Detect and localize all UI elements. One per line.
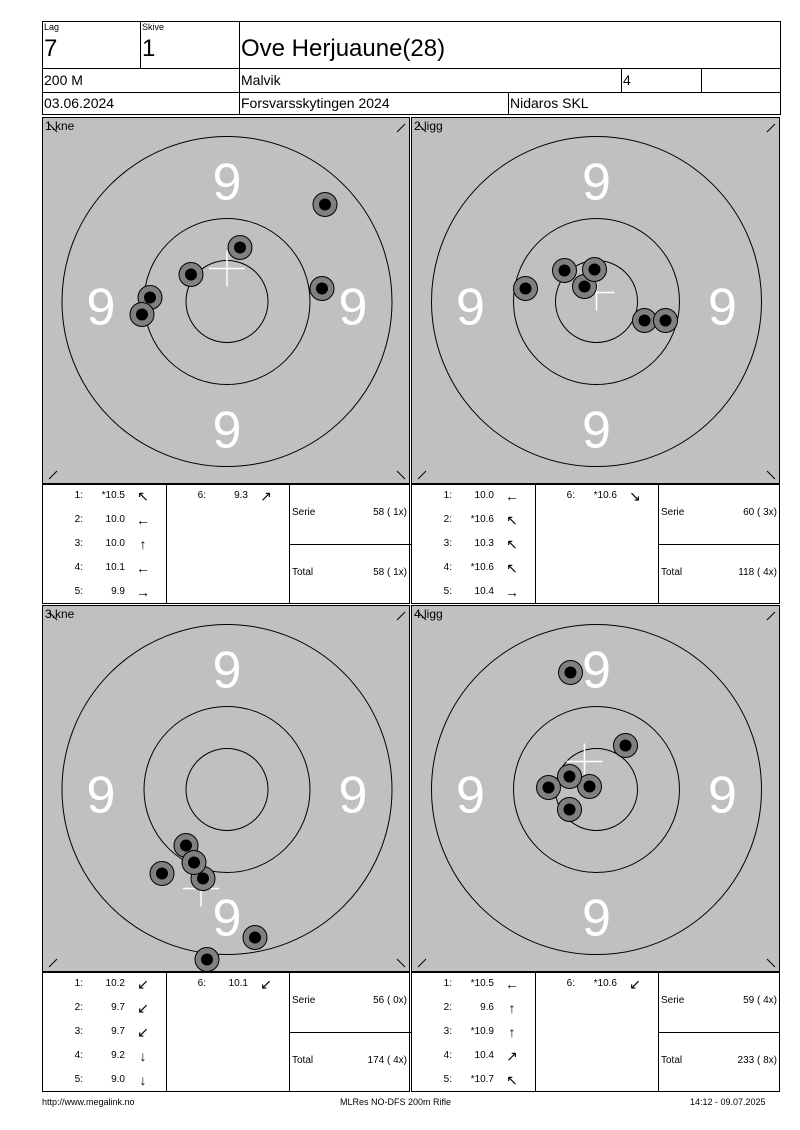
serie-label: Serie — [661, 995, 685, 1006]
shot-value: 9.9 — [111, 586, 125, 597]
shot-number: 1: — [74, 978, 83, 989]
shot-hole — [201, 954, 213, 966]
shot-value: *10.6 — [470, 562, 494, 573]
shot-number: 1: — [74, 490, 83, 501]
ring-number: 9 — [582, 401, 611, 460]
shot-value: 9.7 — [111, 1002, 125, 1013]
ring-number: 9 — [338, 766, 368, 825]
shot-direction-arrow-icon: ↖ — [506, 512, 518, 528]
shot-direction-arrow-icon: ↖ — [137, 488, 149, 504]
ring-number: 9 — [338, 278, 368, 337]
shot-hole — [188, 857, 200, 869]
footer-timestamp: 14:12 - 09.07.2025 — [690, 1097, 766, 1107]
shot-row — [412, 973, 535, 995]
corner-mark — [49, 471, 57, 479]
table-divider — [289, 1032, 411, 1033]
shot-number: 5: — [74, 586, 83, 597]
shot-hole — [559, 265, 571, 277]
shot-number: 2: — [443, 514, 452, 525]
organizer: Nidaros SKL — [510, 95, 589, 111]
shot-direction-arrow-icon: ↙ — [137, 976, 149, 992]
shot-row — [43, 1045, 166, 1067]
table-divider — [658, 544, 780, 545]
ring-number: 9 — [582, 153, 611, 212]
shot-value: 10.2 — [105, 978, 125, 989]
ring-number: 9 — [86, 766, 116, 825]
shot-direction-arrow-icon: ↙ — [629, 976, 641, 992]
shot-number: 6: — [566, 978, 575, 989]
corner-mark — [49, 959, 57, 967]
class: 4 — [623, 72, 631, 88]
shot-row — [412, 997, 535, 1019]
lag-cell — [42, 21, 140, 68]
ring-number: 9 — [212, 153, 242, 212]
shot-number: 4: — [74, 562, 83, 573]
shot-number: 1: — [443, 978, 452, 989]
skive-label: Skive — [142, 22, 165, 32]
ring-number: 9 — [212, 889, 242, 948]
ring-number: 9 — [212, 641, 242, 700]
target-svg — [412, 118, 780, 484]
ring-number: 9 — [212, 401, 242, 460]
total-label: Total — [661, 1055, 683, 1066]
total-label: Total — [292, 567, 314, 578]
shot-hole — [185, 269, 197, 281]
shot-row — [43, 973, 166, 995]
shot-number: 4: — [74, 1050, 83, 1061]
shot-direction-arrow-icon: ↓ — [139, 1072, 147, 1088]
shot-hole — [565, 667, 577, 679]
panel-title: 2.ligg — [414, 119, 443, 133]
total-value: 174 ( 4x) — [367, 1055, 407, 1066]
corner-mark — [397, 124, 405, 132]
shot-row — [412, 509, 535, 531]
shot-value: *10.6 — [593, 978, 617, 989]
shot-direction-arrow-icon: → — [136, 584, 150, 600]
shot-value: 10.0 — [105, 538, 125, 549]
shot-number: 5: — [443, 1074, 452, 1085]
shot-direction-arrow-icon: ↑ — [508, 1000, 516, 1016]
shot-row — [43, 485, 166, 507]
panel-title: 1.kne — [45, 119, 75, 133]
shot-value: 9.3 — [234, 490, 248, 501]
shot-direction-arrow-icon: ↖ — [506, 1072, 518, 1088]
shot-direction-arrow-icon: ↘ — [629, 488, 641, 504]
shot-number: 6: — [197, 490, 206, 501]
shot-direction-arrow-icon: ↓ — [139, 1048, 147, 1064]
corner-mark — [397, 471, 405, 479]
shot-number: 3: — [74, 1026, 83, 1037]
club-cell — [239, 68, 621, 92]
serie-value: 60 ( 3x) — [743, 507, 777, 518]
shot-direction-arrow-icon: ↙ — [260, 976, 272, 992]
score-table — [42, 972, 410, 1092]
footer-url[interactable]: http://www.megalink.no — [42, 1097, 135, 1107]
shot-hole — [584, 781, 596, 793]
serie-label: Serie — [292, 995, 316, 1006]
shot-direction-arrow-icon: ↙ — [137, 1024, 149, 1040]
shot-number: 4: — [443, 562, 452, 573]
serie-value: 58 ( 1x) — [373, 507, 407, 518]
shot-value: *10.9 — [470, 1026, 494, 1037]
shot-number: 1: — [443, 490, 452, 501]
shot-number: 5: — [443, 586, 452, 597]
shot-row — [412, 557, 535, 579]
shot-number: 6: — [566, 490, 575, 501]
shot-row — [43, 1021, 166, 1043]
shot-row — [43, 533, 166, 555]
shot-row — [43, 509, 166, 531]
shot-direction-arrow-icon: ← — [136, 560, 150, 576]
shot-number: 3: — [443, 538, 452, 549]
table-divider — [289, 544, 411, 545]
shot-row — [43, 557, 166, 579]
target-panel — [42, 117, 410, 484]
date: 03.06.2024 — [44, 95, 115, 111]
shot-value: *10.6 — [470, 514, 494, 525]
footer-software: MLRes NO-DFS 200m Rifle — [340, 1097, 452, 1107]
shot-direction-arrow-icon: ↙ — [137, 1000, 149, 1016]
shot-row — [43, 581, 166, 603]
corner-mark — [767, 471, 775, 479]
shot-number: 2: — [74, 1002, 83, 1013]
shot-hole — [620, 740, 632, 752]
shot-value: 9.0 — [111, 1074, 125, 1085]
organizer-cell — [508, 92, 781, 115]
lag-value: 7 — [44, 35, 58, 62]
shot-row — [166, 973, 289, 995]
ring-number: 9 — [582, 641, 611, 700]
ring-number: 9 — [582, 889, 611, 948]
ring-number: 9 — [708, 278, 737, 337]
shot-row — [412, 533, 535, 555]
target-ring — [186, 749, 268, 831]
shot-number: 6: — [197, 978, 206, 989]
target-svg — [43, 118, 410, 484]
shot-row — [166, 485, 289, 507]
shot-value: 10.1 — [105, 562, 125, 573]
ring-number: 9 — [456, 278, 485, 337]
target-svg — [43, 606, 410, 972]
shot-row — [43, 1069, 166, 1091]
total-label: Total — [292, 1055, 314, 1066]
target-panel — [411, 605, 780, 972]
shot-value: 10.3 — [474, 538, 494, 549]
shot-number: 2: — [74, 514, 83, 525]
shot-hole — [136, 309, 148, 321]
total-value: 233 ( 8x) — [737, 1055, 777, 1066]
distance-cell — [42, 68, 239, 92]
shot-value: *10.5 — [101, 490, 125, 501]
shot-direction-arrow-icon: ← — [505, 488, 519, 504]
header-divider — [701, 68, 702, 92]
shot-value: 10.0 — [105, 514, 125, 525]
serie-label: Serie — [292, 507, 316, 518]
score-table — [411, 972, 780, 1092]
table-divider — [658, 1032, 780, 1033]
shot-hole — [543, 782, 555, 794]
shot-hole — [197, 873, 209, 885]
shot-number: 3: — [443, 1026, 452, 1037]
shot-direction-arrow-icon: ↖ — [506, 560, 518, 576]
serie-label: Serie — [661, 507, 685, 518]
shot-direction-arrow-icon: ↗ — [260, 488, 272, 504]
shot-value: 9.6 — [480, 1002, 494, 1013]
corner-mark — [397, 612, 405, 620]
shot-hole — [144, 292, 156, 304]
corner-mark — [767, 612, 775, 620]
shot-hole — [316, 283, 328, 295]
shot-number: 2: — [443, 1002, 452, 1013]
shot-hole — [249, 932, 261, 944]
shot-value: 10.4 — [474, 586, 494, 597]
shot-direction-arrow-icon: ← — [505, 976, 519, 992]
shot-direction-arrow-icon: → — [505, 584, 519, 600]
date-cell — [42, 92, 239, 115]
shot-value: 10.4 — [474, 1050, 494, 1061]
skive-value: 1 — [142, 35, 156, 62]
shot-row — [412, 581, 535, 603]
shot-hole — [564, 804, 576, 816]
shot-hole — [589, 264, 601, 276]
shot-value: *10.7 — [470, 1074, 494, 1085]
skive-cell — [140, 21, 239, 68]
shot-direction-arrow-icon: ↖ — [506, 536, 518, 552]
serie-value: 59 ( 4x) — [743, 995, 777, 1006]
corner-mark — [767, 959, 775, 967]
shot-hole — [564, 771, 576, 783]
corner-mark — [418, 471, 426, 479]
shot-number: 3: — [74, 538, 83, 549]
shot-hole — [180, 840, 192, 852]
target-ring — [144, 219, 310, 385]
target-svg — [412, 606, 780, 972]
distance: 200 M — [44, 72, 83, 88]
shot-row — [412, 1069, 535, 1091]
shooter-name: Ove Herjuaune(28) — [241, 35, 446, 62]
shot-row — [535, 973, 658, 995]
name-cell — [239, 21, 781, 68]
club: Malvik — [241, 72, 281, 88]
panel-title: 4.ligg — [414, 607, 443, 621]
target-panel — [42, 605, 410, 972]
corner-mark — [767, 124, 775, 132]
class-cell — [621, 68, 701, 92]
shot-value: 9.2 — [111, 1050, 125, 1061]
shot-direction-arrow-icon: ↑ — [139, 536, 147, 552]
shot-hole — [156, 868, 168, 880]
shot-row — [535, 485, 658, 507]
shot-direction-arrow-icon: ↑ — [508, 1024, 516, 1040]
corner-mark — [397, 959, 405, 967]
panel-title: 3.kne — [45, 607, 75, 621]
shot-hole — [520, 283, 532, 295]
shot-direction-arrow-icon: ↗ — [506, 1048, 518, 1064]
corner-mark — [418, 959, 426, 967]
event: Forsvarsskytingen 2024 — [241, 95, 390, 111]
total-value: 58 ( 1x) — [373, 567, 407, 578]
shot-value: *10.6 — [593, 490, 617, 501]
shot-hole — [234, 242, 246, 254]
shot-row — [412, 1045, 535, 1067]
event-cell — [239, 92, 508, 115]
shot-value: *10.5 — [470, 978, 494, 989]
shot-hole — [639, 315, 651, 327]
shot-value: 10.1 — [228, 978, 248, 989]
ring-number: 9 — [86, 278, 116, 337]
score-table — [411, 484, 780, 604]
score-table — [42, 484, 410, 604]
serie-value: 56 ( 0x) — [373, 995, 407, 1006]
shot-value: 9.7 — [111, 1026, 125, 1037]
total-value: 118 ( 4x) — [738, 567, 777, 578]
lag-label: Lag — [44, 22, 60, 32]
shot-hole — [579, 281, 591, 293]
shot-number: 5: — [74, 1074, 83, 1085]
shot-direction-arrow-icon: ← — [136, 512, 150, 528]
target-panel — [411, 117, 780, 484]
shot-row — [43, 997, 166, 1019]
ring-number: 9 — [708, 766, 737, 825]
shot-number: 4: — [443, 1050, 452, 1061]
target-ring — [144, 707, 310, 873]
shot-hole — [660, 315, 672, 327]
shot-value: 10.0 — [474, 490, 494, 501]
ring-number: 9 — [456, 766, 485, 825]
shot-row — [412, 485, 535, 507]
shot-row — [412, 1021, 535, 1043]
shot-hole — [319, 199, 331, 211]
total-label: Total — [661, 567, 683, 578]
